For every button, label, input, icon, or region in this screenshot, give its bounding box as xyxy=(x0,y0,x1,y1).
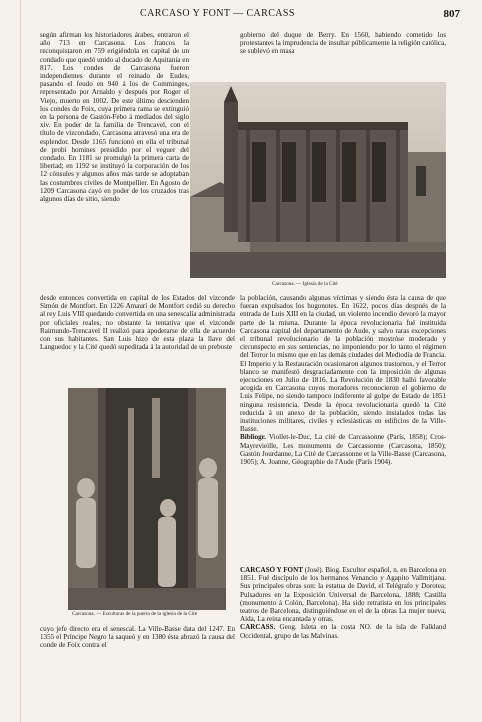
page-number: 807 xyxy=(443,8,460,20)
entry-body: (José). Biog. Escultor español, n. en Barcelona en 1851. Fué discípulo de los hermanos Venancio y Agapito Vallmitjana. Sus principales obras son: la estatua de David, el Telégrafo y Dorotea; Pulsadores en la Exposición Universal de Barcelona, 1888; Castilla (monumento á Colón, Barcelona). Ha sido retratista en los principales teatros de Barcelona, distinguiéndose en el de la obras La mujer nueva, Aída, La reina encantada y otras. xyxy=(240,566,446,624)
paragraph: desde entonces convertida en capital de los Estados del vizconde Simón de Montfort. En 1226 Amaurí de Montfort cedió su derecho al rey Luis VIII quedando convertida en una senescalía administrada por oficiales reales, no obstante la tentativa que el vizconde Raimundo-Trencavel II realizó para apoderarse de ella de acuerdo con sus habitantes. San Luis hizo de esta plaza la llave del Languedoc y la Cité quedó supeditada á la autoridad de un preboste xyxy=(40,294,235,352)
statues-illustration xyxy=(68,388,226,610)
cathedral-photo xyxy=(190,82,446,278)
text-column-right-bottom xyxy=(240,566,446,706)
text-column-mid-left xyxy=(40,294,235,382)
paragraph: cuyo jefe directo era el senescal. La Ville-Basse data del 1247. En 1355 el Príncipe Negro la saqueó y en 1380 ésta abrazó la causa del conde de Foix contra el xyxy=(40,625,235,650)
cathedral-illustration xyxy=(190,82,446,278)
entry-heading: CARCASS. xyxy=(240,623,276,632)
text-column-left-bottom xyxy=(40,625,235,680)
text-column-right-mid xyxy=(240,294,446,564)
entry-carcaso-y-font xyxy=(240,566,446,623)
bibliography xyxy=(240,433,446,466)
bibliography-text: Viollet-le-Duc, La cité de Carcassonne (París, 1858); Cros-Mayrevieille, Les monuments de Carcassonne (Carcasona, 1850); Gastón Jourdanne, La Cité de Carcassonne et la Ville-Basse (Carcasona, 1905); A. Joanne, Géographie de l'Aude (París 1904). xyxy=(240,433,446,467)
text-column-left-top xyxy=(40,31,189,293)
statues-caption: Carcasona. — Esculturas de la puerta de la iglesia de la Cité xyxy=(72,611,198,617)
text-column-right-top xyxy=(240,31,446,79)
cathedral-caption: Carcasona. — Iglesia de la Cité xyxy=(272,281,338,287)
page-fold-shadow xyxy=(20,0,21,722)
page-header xyxy=(40,8,460,22)
entry-carcass xyxy=(240,623,446,639)
paragraph: según afirman los historiadores árabes, entraron el año 713 en Carcasona. Los francos la reconquistaron en 759 erigiéndola en capital de un condado que quedó unido al ducado de Aquitania en 817. Los condes de Carcasona fueron independientes durante el reinado de Eudes, pasando el feudo en 940 á los de Comminges, representado por Arnaldo y después por Roger el Viejo, muerto en 1002. De este último descienden los condes de Foix, cuya primera rama se extinguió en la persona de Gastón-Febo á mediados del siglo xiv. En poder de la familia de Trencavel, con el título de vizcondado, Carcasona atravesó una era de esplendor. Desde 1165 funcionó en ella el tribunal de probi homines presidido por el veguer del condado. En 1181 se promulgó la primera carta de libertad; en 1192 se instituyó la corporación de los 12 cónsules y algunos años más tarde se adoptaban las costumbres civiles de Montpellier. En Agosto de 1209 Carcasona cayó en poder de los cruzados tras algunos días de sitio, siendo xyxy=(40,31,189,204)
bibliography-label: Bibliogr. xyxy=(240,433,266,442)
entry-heading: CARCASÓ Y FONT xyxy=(240,566,303,574)
paragraph: la población, causando algunas víctimas y siendo ésta la causa de que fueran expulsados los hugonotes. En 1622, pocos días después de la entrada de Luis XIII en la ciudad, un violento incendio devoró la mayor parte de la misma. Durante la época revolucionaria fué instituida Carcasona capital del departamento de Aude, y salvo raras excepciones el tribunal revolucionario de la población mostróse moderado y circunspecto en sus sentencias, no imponiendo por lo tanto el régimen del Terror lo mismo que en las demás ciudades del Mediodía de Francia. El Imperio y la Restauración ocasionaron algunos trastornos, y el Terror blanco se manifestó desgraciadamente con la imposición de algunas ejecuciones en Julio de 1816. La Revolución de 1830 halló favorable acogida en Carcasona cuyos moradores reconocieron el gobierno de Luis Felipe, no siendo tampoco indiferente al golpe de Estado de 1851 ninguna resistencia. Desde la época revolucionaria quedó la Cité reducida á un anexo de la población, siendo instalados todas las instituciones militares, civiles y eclesiásticas en edificios de la Ville-Basse. xyxy=(240,294,446,434)
entry-body: Geog. Isleta en la costa NO. de la isla de Falkland Occidental, grupo de las Malvinas. xyxy=(240,623,446,640)
running-title: CARCASO Y FONT — CARCASS xyxy=(140,8,295,19)
paragraph: gobierno del duque de Berry. En 1560, habiendo cometido los protestantes la imprudencia de insultar públicamente la religión católica, se sublevó en masa xyxy=(240,31,446,56)
statues-photo xyxy=(68,388,226,610)
